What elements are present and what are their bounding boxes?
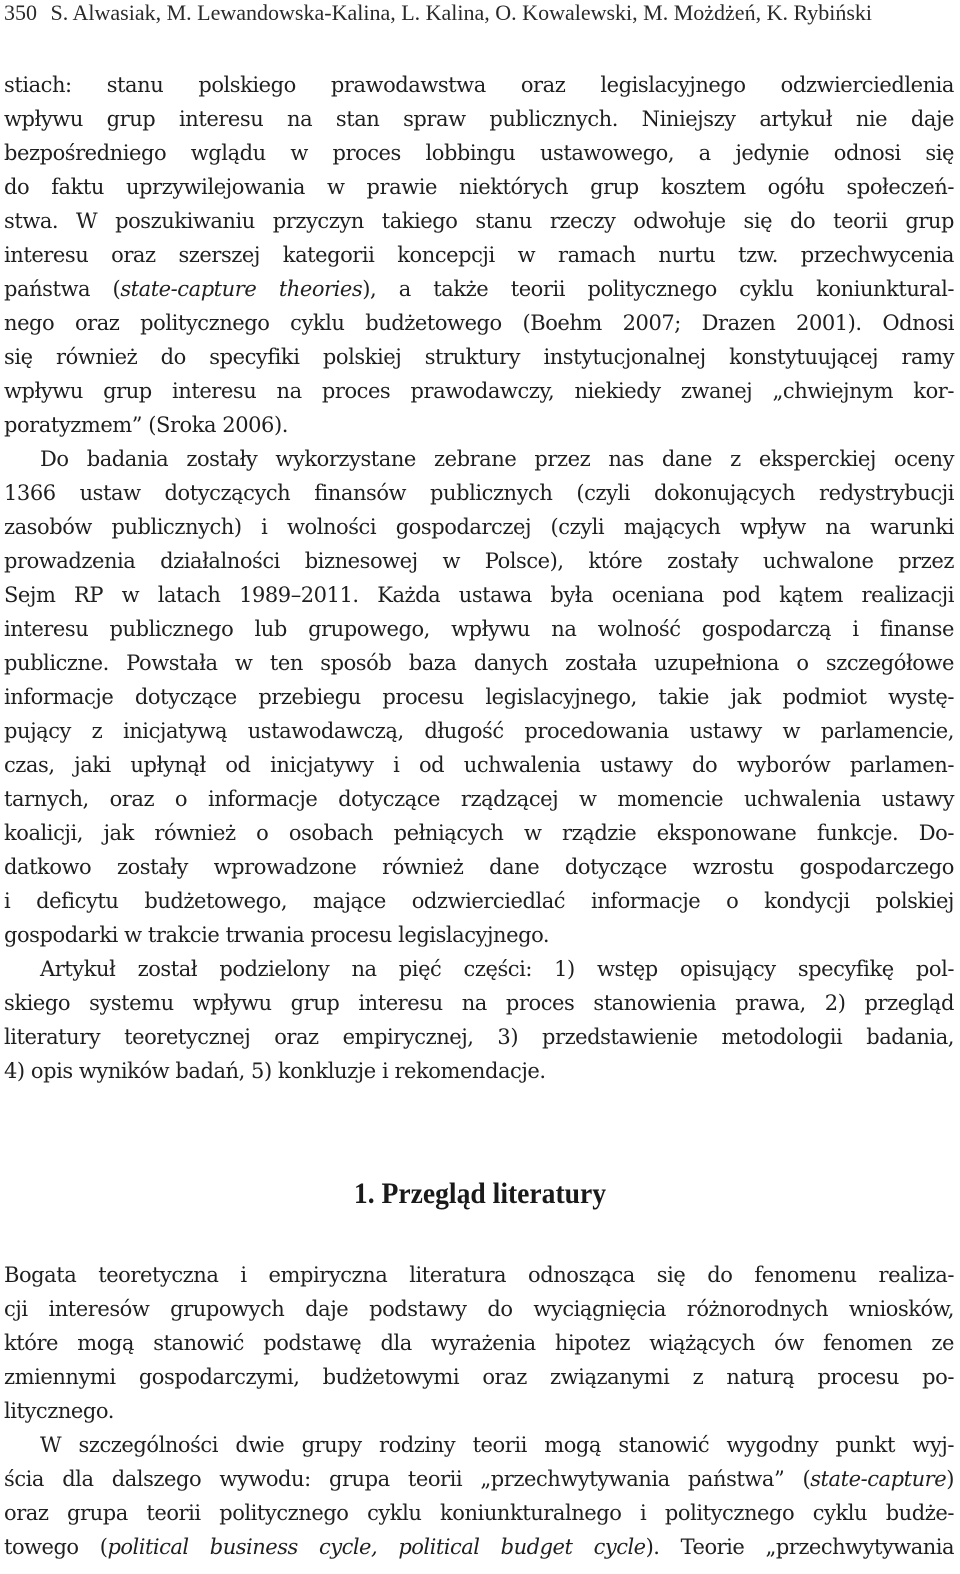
- text-line: informacje dotyczące przebiegu procesu legislacyjnego, takie jak podmiot wystę-: [4, 685, 954, 709]
- text-segment: ): [946, 1467, 954, 1491]
- paragraph-structure: [4, 952, 954, 1088]
- text-line: się również do specyfiki polskiej struktury instytucjonalnej konstytuującej ramy: [4, 345, 954, 369]
- text-line: gospodarki w trakcie trwania procesu legislacyjnego.: [4, 923, 550, 947]
- text-line: zmiennymi gospodarczymi, budżetowymi oraz związanymi z naturą procesu po-: [4, 1365, 954, 1389]
- text-line: pujący z inicjatywą ustawodawczą, długość procedowania ustawy w parlamencie,: [4, 719, 954, 743]
- text-line: Bogata teoretyczna i empiryczna literatura odnosząca się do fenomenu realiza-: [4, 1263, 954, 1287]
- text-line: 4) opis wyników badań, 5) konkluzje i rekomendacje.: [4, 1059, 546, 1083]
- text-line: poratyzmem” (Sroka 2006).: [4, 413, 288, 437]
- text-line: i deficytu budżetowego, mające odzwierciedlać informacje o kondycji polskiej: [4, 889, 954, 913]
- text-line: W szczególności dwie grupy rodziny teorii mogą stanowić wygodny punkt wyj-: [40, 1433, 954, 1457]
- text-line: bezpośredniego wglądu w proces lobbingu ustawowego, a jedynie odnosi się: [4, 141, 954, 165]
- text-segment: ), a także teorii politycznego cyklu koniunktural-: [362, 277, 954, 301]
- paragraph-data-description: [4, 442, 954, 952]
- text-line: literatury teoretycznej oraz empirycznej, 3) przedstawienie metodologii badania,: [4, 1025, 954, 1049]
- paragraph-literature-intro: [4, 1258, 954, 1428]
- text-line: stwa. W poszukiwaniu przyczyn takiego stanu rzeczy odwołuje się do teorii grup: [4, 209, 954, 233]
- text-line: skiego systemu wpływu grup interesu na proces stanowienia prawa, 2) przegląd: [4, 991, 954, 1015]
- text-segment: ścia dla dalszego wywodu: grupa teorii „przechwytywania państwa” (: [4, 1467, 811, 1491]
- text-line: [4, 1462, 954, 1496]
- text-line: 1366 ustaw dotyczących finansów publicznych (czyli dokonujących redystrybucji: [4, 481, 954, 505]
- text-line: [4, 1530, 954, 1564]
- text-segment: państwa (: [4, 277, 121, 301]
- paragraph-continuation: [4, 68, 954, 442]
- text-line: datkowo zostały wprowadzone również dane dotyczące wzrostu gospodarczego: [4, 855, 954, 879]
- text-line: [4, 272, 954, 306]
- text-line: interesu oraz szerszej kategorii koncepcji w ramach nurtu tzw. przechwycenia: [4, 243, 954, 267]
- author-list: S. Alwasiak, M. Lewandowska-Kalina, L. Kalina, O. Kowalewski, M. Możdżeń, K. Rybiński: [50, 0, 873, 25]
- text-line: Artykuł został podzielony na pięć części: 1) wstęp opisujący specyfikę pol-: [40, 957, 954, 981]
- text-line: cji interesów grupowych daje podstawy do wyciągnięcia różnorodnych wniosków,: [4, 1297, 954, 1321]
- section-heading: 1. Przegląd literatury: [353, 1177, 607, 1210]
- text-line: prowadzenia działalności biznesowej w Polsce), które zostały uchwalone przez: [4, 549, 954, 573]
- italic-term: state-capture: [810, 1467, 947, 1491]
- text-segment: towego (: [4, 1535, 108, 1559]
- text-line: publiczne. Powstała w ten sposób baza danych została uzupełniona o szczegółowe: [4, 651, 954, 675]
- text-line: stiach: stanu polskiego prawodawstwa oraz legislacyjnego odzwierciedlenia: [4, 73, 954, 97]
- text-line: wpływu grup interesu na stan spraw publicznych. Niniejszy artykuł nie daje: [4, 107, 954, 131]
- text-segment: ). Teorie „przechwytywania: [645, 1535, 954, 1559]
- text-line: Do badania zostały wykorzystane zebrane przez nas dane z eksperckiej oceny: [40, 447, 954, 471]
- text-line: zasobów publicznych) i wolności gospodarczej (czyli mających wpływ na warunki: [4, 515, 954, 539]
- text-line: wpływu grup interesu na proces prawodawczy, niekiedy zwanej „chwiejnym kor-: [4, 379, 954, 403]
- text-line: oraz grupa teorii politycznego cyklu koniunkturalnego i politycznego cyklu budże-: [4, 1501, 954, 1525]
- text-line: interesu publicznego lub grupowego, wpływu na wolność gospodarczą i finanse: [4, 617, 954, 641]
- paragraph-theory-groups: [4, 1428, 954, 1564]
- running-head: [4, 0, 956, 26]
- text-line: do faktu uprzywilejowania w prawie niektórych grup kosztem ogółu społeczeń-: [4, 175, 954, 199]
- italic-term: state-capture theories: [120, 277, 363, 301]
- text-line: tarnych, oraz o informacje dotyczące rządzącej w momencie uchwalenia ustawy: [4, 787, 954, 811]
- text-line: litycznego.: [4, 1399, 114, 1423]
- text-line: czas, jaki upłynął od inicjatywy i od uchwalenia ustawy do wyborów parlamen-: [4, 753, 954, 777]
- page-number: 350: [4, 0, 37, 25]
- italic-term: political business cycle, political budget cycle: [107, 1535, 646, 1559]
- text-line: koalicji, jak również o osobach pełniących w rządzie eksponowane funkcje. Do-: [4, 821, 954, 845]
- text-line: Sejm RP w latach 1989–2011. Każda ustawa była oceniana pod kątem realizacji: [4, 583, 954, 607]
- text-line: które mogą stanowić podstawę dla wyrażenia hipotez wiążących ów fenomen ze: [4, 1331, 954, 1355]
- text-line: nego oraz politycznego cyklu budżetowego (Boehm 2007; Drazen 2001). Odnosi: [4, 311, 954, 335]
